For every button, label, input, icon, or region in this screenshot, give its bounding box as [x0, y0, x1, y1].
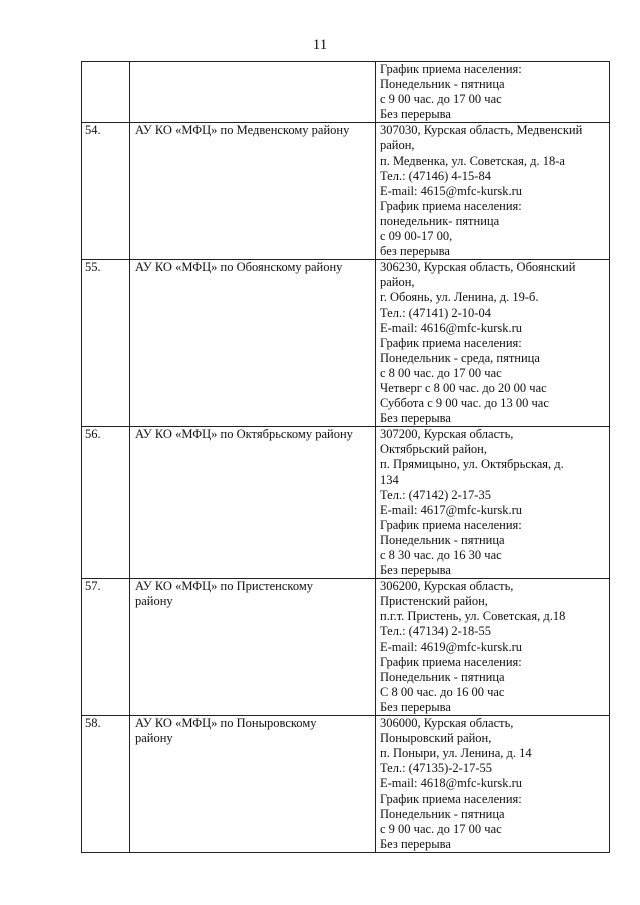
- contact-info-line: Без перерыва: [380, 107, 451, 122]
- contact-info-line: Поныровский район,: [380, 731, 492, 746]
- contact-info-line: График приема населения:: [380, 517, 522, 532]
- contact-info-line: График приема населения:: [380, 791, 522, 806]
- contact-info-line: понедельник- пятница: [380, 213, 500, 228]
- row-number: [82, 62, 130, 123]
- organization-name: [130, 123, 376, 260]
- organization-name: [130, 62, 376, 123]
- contact-info: [376, 62, 610, 123]
- contact-info-line: С 8 00 час. до 16 00 час: [380, 684, 505, 699]
- contact-info-line: 307030, Курская область, Медвенский: [380, 123, 583, 138]
- contact-info-line: E-mail: 4615@mfc-kursk.ru: [380, 183, 523, 198]
- row-number: 55.: [82, 260, 130, 427]
- contact-info: [376, 579, 610, 716]
- contact-info-line: График приема населения:: [380, 198, 522, 213]
- contact-info-line: E-mail: 4618@mfc-kursk.ru: [380, 776, 523, 791]
- contact-info-line: с 09 00-17 00,: [380, 229, 453, 244]
- contact-info-line: Тел.: (47134) 2-18-55: [380, 624, 491, 639]
- table-row: [82, 123, 610, 260]
- contact-info-line: E-mail: 4616@mfc-kursk.ru: [380, 320, 523, 335]
- contact-info-line: График приема населения:: [380, 335, 522, 350]
- contact-info-line: Октябрьский район,: [380, 442, 487, 457]
- row-number: 54.: [82, 123, 130, 260]
- contact-info-line: Понедельник - пятница: [380, 806, 505, 821]
- contact-info-line: п. Прямицыно, ул. Октябрьская, д.: [380, 457, 564, 472]
- table-body: [82, 62, 610, 853]
- table-row: [82, 427, 610, 579]
- contact-info-line: п. Медвенка, ул. Советская, д. 18-а: [380, 153, 565, 168]
- row-number: 56.: [82, 427, 130, 579]
- table-row: [82, 579, 610, 716]
- contact-info-line: 306230, Курская область, Обоянский: [380, 260, 576, 275]
- organization-name: [130, 716, 376, 853]
- contact-info-line: E-mail: 4617@mfc-kursk.ru: [380, 502, 523, 517]
- organization-name: [130, 427, 376, 579]
- organization-name-line: АУ КО «МФЦ» по Обоянскому району: [135, 260, 343, 275]
- contact-info-line: 306200, Курская область,: [380, 579, 514, 594]
- contact-info-line: График приема населения:: [380, 654, 522, 669]
- contact-info-line: 306000, Курская область,: [380, 716, 514, 731]
- organization-name-line: району: [135, 731, 173, 746]
- contact-info-line: Без перерыва: [380, 411, 451, 426]
- organization-name: [130, 260, 376, 427]
- row-number: 58.: [82, 716, 130, 853]
- contact-info-line: Понедельник - пятница: [380, 532, 505, 547]
- contact-info-line: Четверг с 8 00 час. до 20 00 час: [380, 380, 547, 395]
- contact-info: [376, 716, 610, 853]
- contact-info: [376, 260, 610, 427]
- contact-info-line: с 9 00 час. до 17 00 час: [380, 92, 502, 107]
- contact-info-line: район,: [380, 138, 415, 153]
- table-row: [82, 62, 610, 123]
- contact-info-line: Без перерыва: [380, 699, 451, 714]
- organization-name: [130, 579, 376, 716]
- contact-info-line: Пристенский район,: [380, 594, 488, 609]
- contact-info-line: Понедельник - пятница: [380, 669, 505, 684]
- contact-info-line: Понедельник - пятница: [380, 77, 505, 92]
- organization-name-line: АУ КО «МФЦ» по Медвенскому району: [135, 123, 350, 138]
- contact-info-line: Тел.: (47146) 4-15-84: [380, 168, 491, 183]
- contact-info: [376, 427, 610, 579]
- contact-info-line: с 8 00 час. до 17 00 час: [380, 365, 502, 380]
- contact-info-line: п. Поныри, ул. Ленина, д. 14: [380, 746, 532, 761]
- contact-info-line: г. Обоянь, ул. Ленина, д. 19-б.: [380, 290, 539, 305]
- contact-info-line: без перерыва: [380, 244, 450, 259]
- organization-name-line: АУ КО «МФЦ» по Поныровскому: [135, 716, 317, 731]
- mfc-offices-table: [81, 61, 610, 853]
- contact-info-line: Тел.: (47141) 2-10-04: [380, 305, 491, 320]
- organization-name-line: АУ КО «МФЦ» по Октябрьскому району: [135, 427, 353, 442]
- contact-info-line: График приема населения:: [380, 62, 522, 76]
- organization-name-line: АУ КО «МФЦ» по Пристенскому: [135, 579, 313, 594]
- organization-name-line: району: [135, 594, 173, 609]
- contact-info-line: 134: [380, 472, 399, 487]
- contact-info-line: Понедельник - среда, пятница: [380, 350, 540, 365]
- row-number: 57.: [82, 579, 130, 716]
- contact-info-line: Тел.: (47142) 2-17-35: [380, 487, 491, 502]
- contact-info-line: Без перерыва: [380, 836, 451, 851]
- contact-info-line: Без перерыва: [380, 563, 451, 578]
- contact-info-line: 307200, Курская область,: [380, 427, 514, 442]
- contact-info-line: E-mail: 4619@mfc-kursk.ru: [380, 639, 523, 654]
- table-row: [82, 260, 610, 427]
- contact-info-line: Суббота с 9 00 час. до 13 00 час: [380, 396, 549, 411]
- contact-info-line: п.г.т. Пристень, ул. Советская, д.18: [380, 609, 566, 624]
- contact-info-line: Тел.: (47135)-2-17-55: [380, 761, 492, 776]
- contact-info: [376, 123, 610, 260]
- contact-info-line: с 9 00 час. до 17 00 час: [380, 821, 502, 836]
- contact-info-line: с 8 30 час. до 16 30 час: [380, 548, 502, 562]
- page-number: 11: [312, 37, 328, 53]
- table-row: [82, 716, 610, 853]
- contact-info-line: район,: [380, 275, 415, 290]
